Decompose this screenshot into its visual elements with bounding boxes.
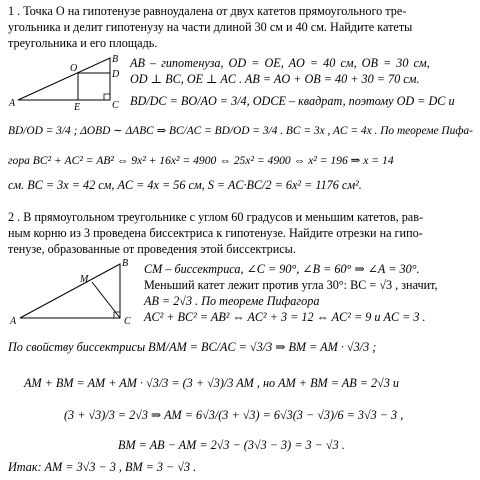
fig1-label-D: D: [112, 69, 120, 80]
p1-solution-line2: OD ⊥ BC, OE ⊥ AC . AB = AO + OB = 40 + 30 = 70 см.: [130, 72, 420, 86]
fig2-label-M: M: [80, 274, 89, 285]
p2-solution-line6: AM + BM = AM + AM · √3/3 = (3 + √3)/3 AM , но AM + BM = AB = 2√3 и: [24, 376, 399, 390]
p2-solution-line3: AB = 2√3 . По теореме Пифагора: [144, 294, 320, 308]
fig1-label-O: O: [70, 63, 78, 74]
p1-solution-line4: BD/OD = 3/4 ; ΔOBD ∼ ΔABC ⇒ BC/AC = BD/OD = 3/4 . BC = 3x , AC = 4x . По теореме Пифа-: [8, 125, 473, 137]
p1-solution-line6: см. BC = 3x = 42 см, AC = 4x = 56 см, S = AC·BC/2 = 6x² = 1176 см².: [8, 178, 362, 192]
problem1-line1: 1 . Точка O на гипотенузе равноудалена от двух катетов прямоугольного тре-: [8, 4, 407, 18]
problem2-line3: тенузе, образованные от проведения этой биссектрисы.: [8, 242, 296, 256]
fig1-label-A: A: [9, 98, 16, 109]
problem2-line1: 2 . В прямоугольном треугольнике с углом 60 градусов и меньшим катетов, рав-: [8, 210, 424, 224]
p1-solution-line5: гора BC² + AC² = AB² ⇔ 9x² + 16x² = 4900 ⇔ 25x² = 4900 ⇔ x² = 196 ⇒ x = 14: [8, 154, 394, 167]
problem1-line2: угольника и делит гипотенузу на части длиной 30 см и 40 см. Найдите катеты: [8, 20, 413, 34]
p1-solution-line3: BD/DC = BO/AO = 3/4, ODCE – квадрат, поэтому OD = DC и: [130, 94, 455, 108]
problem2-line2: ным корню из 3 проведена биссектриса к гипотенузе. Найдите отрезки на гипо-: [8, 226, 423, 240]
fig2-label-B: B: [122, 258, 129, 269]
p2-solution-line5: По свойству биссектрисы BM/AM = BC/AC = √3/3 ⇒ BM = AM · √3/3 ;: [8, 340, 377, 354]
problem1-line3: треугольника и его площадь.: [8, 36, 158, 50]
p2-solution-line1: CM – биссектриса, ∠C = 90°, ∠B = 60° ⇒ ∠A = 30°.: [144, 262, 420, 276]
p2-solution-line2: Меньший катет лежит против угла 30°: BC = √3 , значит,: [144, 278, 438, 292]
figure-1-triangle: [8, 52, 120, 110]
fig1-label-E: E: [74, 102, 81, 110]
fig1-label-C: C: [112, 100, 119, 110]
fig1-label-B: B: [112, 54, 119, 65]
p2-solution-line8: BM = AB − AM = 2√3 − (3√3 − 3) = 3 − √3 .: [118, 438, 345, 452]
p1-solution-line1: AB – гипотенуза, OD = OE, AO = 40 см, OB = 30 см,: [130, 56, 430, 70]
p2-solution-line4: AC² + BC² = AB² ⇔ AC² + 3 = 12 ⇔ AC² = 9 и AC = 3 .: [144, 310, 426, 324]
figure-2-triangle: [8, 256, 140, 328]
p2-solution-line9: Итак: AM = 3√3 − 3 , BM = 3 − √3 .: [8, 460, 197, 474]
p2-solution-line7: (3 + √3)/3 = 2√3 ⇒ AM = 6√3/(3 + √3) = 6√3(3 − √3)/6 = 3√3 − 3 ,: [64, 408, 404, 422]
fig2-label-C: C: [124, 316, 131, 327]
fig2-label-A: A: [10, 316, 17, 327]
